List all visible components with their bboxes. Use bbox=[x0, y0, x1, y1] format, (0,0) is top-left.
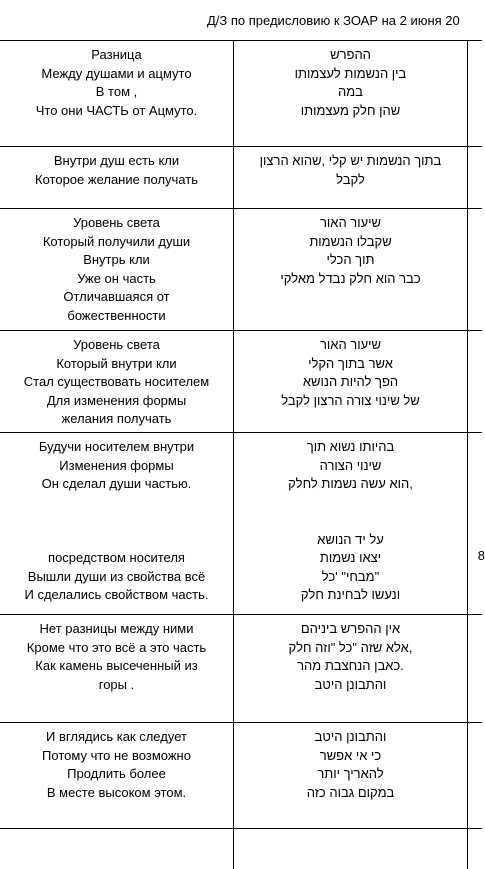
hebrew-cell bbox=[234, 209, 468, 330]
text-line: Кроме что это всё а это часть bbox=[26, 639, 207, 655]
text-line: בין הנשמות לעצמותו bbox=[294, 65, 407, 81]
text-line: שיעור האור bbox=[319, 337, 382, 352]
table-row bbox=[0, 41, 482, 147]
text-line: והתבונן היטב bbox=[314, 676, 387, 692]
text-line: והתבונן היטב bbox=[314, 729, 387, 744]
extra-cell bbox=[468, 209, 482, 330]
table-row bbox=[0, 723, 482, 829]
cut-off-char: 8 bbox=[477, 548, 485, 563]
text-line bbox=[0, 512, 233, 531]
russian-cell bbox=[0, 615, 234, 722]
text-line: Он сделал души частью. bbox=[41, 476, 192, 491]
text-line: ונעשו לבחינת חלק bbox=[300, 587, 401, 602]
text-line: .כאבן הנחצבת מהר bbox=[297, 658, 404, 673]
hebrew-cell bbox=[234, 829, 468, 869]
text-line: Уровень света bbox=[73, 337, 160, 352]
text-line: Продлить более bbox=[67, 766, 166, 781]
text-line: Потому что не возможно bbox=[42, 747, 191, 763]
extra-cell bbox=[468, 723, 482, 828]
extra-cell bbox=[468, 41, 482, 146]
extra-cell bbox=[468, 829, 482, 869]
text-line: Для изменения формы bbox=[46, 392, 187, 408]
text-line: כבר הוא חלק נבדל מאלקי bbox=[280, 270, 421, 286]
text-line: במה bbox=[338, 84, 363, 99]
text-line: Который получили души bbox=[42, 233, 191, 249]
table-row bbox=[0, 331, 482, 433]
text-line: של שינוי צורה הרצון לקבל bbox=[281, 392, 420, 408]
text-line: הפך להיות הנושא bbox=[302, 374, 399, 389]
text-line: ההפרש bbox=[330, 47, 371, 62]
text-line: אשר בתוך הקלי bbox=[308, 355, 393, 371]
text-line: ,הוא עשה נשמות לחלק bbox=[288, 476, 413, 491]
text-line: לקבל bbox=[336, 171, 365, 187]
text-line: Которое желание получать bbox=[35, 171, 198, 187]
text-line: בהיותו נשוא תוך bbox=[306, 439, 395, 454]
text-line: להאריך יותר bbox=[317, 766, 384, 781]
text-line: על יד הנושא bbox=[317, 531, 384, 547]
extra-cell bbox=[468, 331, 482, 432]
text-line: божественности bbox=[67, 307, 166, 323]
text-line bbox=[234, 512, 467, 531]
russian-cell bbox=[0, 433, 234, 614]
text-line: желания получать bbox=[61, 411, 172, 426]
text-line: И сделались свойством часть. bbox=[24, 587, 209, 602]
hebrew-cell bbox=[234, 615, 468, 722]
hebrew-cell bbox=[234, 433, 468, 614]
extra-cell bbox=[468, 147, 482, 208]
text-line: В месте высоком этом. bbox=[46, 784, 187, 800]
text-line: כי אי אפשר bbox=[319, 747, 382, 763]
text-line: Будучи носителем внутри bbox=[38, 439, 195, 454]
table-row bbox=[0, 147, 482, 209]
text-line: Изменения формы bbox=[59, 457, 174, 473]
text-line: Нет разницы между ними bbox=[39, 621, 194, 636]
russian-cell bbox=[0, 209, 234, 330]
table-row bbox=[0, 433, 485, 615]
table-row bbox=[0, 829, 482, 869]
text-line bbox=[234, 494, 467, 513]
text-line: Стал существовать носителем bbox=[23, 374, 210, 389]
text-line: посредством носителя bbox=[48, 550, 185, 565]
text-line: בתוך הנשמות יש קלי ,שהוא הרצון bbox=[259, 153, 442, 168]
hebrew-cell bbox=[234, 147, 468, 208]
text-line: горы . bbox=[98, 676, 135, 692]
text-line: שינוי הצורה bbox=[319, 457, 382, 473]
text-line: В том , bbox=[95, 84, 138, 99]
document-title: Д/З по предисловию к ЗОАР на 2 июня 20 bbox=[207, 13, 460, 28]
russian-cell bbox=[0, 829, 234, 869]
hebrew-cell bbox=[234, 723, 468, 828]
text-line: Уже он часть bbox=[77, 270, 156, 286]
extra-cell bbox=[468, 615, 482, 722]
russian-cell bbox=[0, 331, 234, 432]
text-line: Внутри душ есть кли bbox=[53, 153, 180, 168]
text-line bbox=[0, 494, 233, 513]
hebrew-cell bbox=[234, 41, 468, 146]
table-row bbox=[0, 209, 482, 331]
text-line: Отличавшаяся от bbox=[63, 289, 170, 304]
text-line: יצאו נשמות bbox=[319, 550, 382, 565]
text-line: במקום גבוה כזה bbox=[306, 784, 395, 800]
text-line: שיעור האור bbox=[319, 215, 382, 230]
text-line: И вглядись как следует bbox=[46, 729, 187, 744]
russian-cell bbox=[0, 147, 234, 208]
text-line: Что они ЧАСТЬ от Ацмуто. bbox=[35, 102, 198, 118]
russian-cell bbox=[0, 41, 234, 146]
text-line: Между душами и ацмуто bbox=[41, 65, 192, 81]
text-line: תוך הכלי bbox=[326, 252, 375, 267]
hebrew-cell bbox=[234, 331, 468, 432]
table-row bbox=[0, 615, 482, 723]
text-line: Разница bbox=[91, 47, 142, 62]
text-line: Вышли души из свойства всё bbox=[27, 568, 206, 584]
text-line: אין ההפרש ביניהם bbox=[300, 621, 401, 636]
text-line: Уровень света bbox=[73, 215, 160, 230]
text-line: Как камень высеченный из bbox=[35, 658, 198, 673]
translation-table bbox=[0, 40, 485, 869]
text-line: "מבחי" 'כל bbox=[321, 568, 380, 584]
text-line bbox=[0, 531, 233, 550]
text-line: Который внутри кли bbox=[56, 355, 177, 371]
text-line: שהן חלק מעצמותו bbox=[300, 102, 401, 118]
text-line: שקבלו הנשמות bbox=[309, 233, 392, 249]
extra-cell bbox=[468, 433, 485, 614]
text-line: ,אלא שזה "כל "וזה חלק bbox=[288, 639, 413, 655]
text-line: Внутрь кли bbox=[83, 252, 150, 267]
russian-cell bbox=[0, 723, 234, 828]
